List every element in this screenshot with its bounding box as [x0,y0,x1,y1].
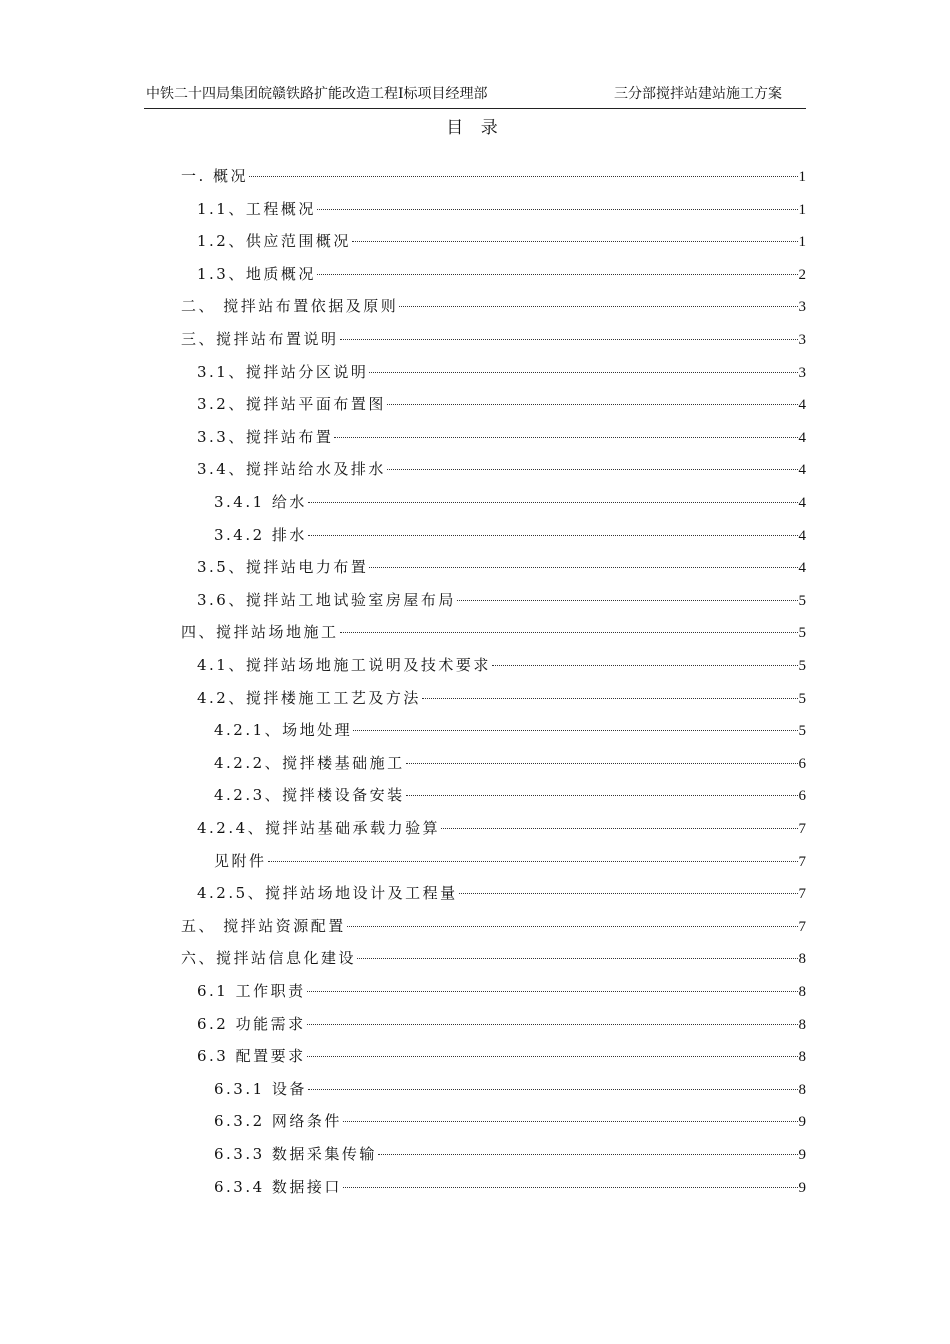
toc-entry[interactable] [214,847,806,873]
toc-entry-page-number: 5 [798,723,806,740]
toc-dot-leader [369,549,797,568]
toc-entry[interactable] [197,553,806,579]
toc-entry-page-number: 1 [798,234,806,251]
toc-dot-leader [249,158,797,177]
toc-entry-page-number: 2 [798,266,806,283]
toc-dot-leader [308,517,798,536]
toc-entry-title: 1.2、供应范围概况 [197,232,351,251]
toc-entry[interactable] [197,879,806,905]
toc-dot-leader [334,419,797,438]
toc-entry-page-number: 7 [798,886,806,903]
toc-entry-title: 见附件 [214,851,267,870]
toc-dot-leader [347,908,798,927]
toc-entry-page-number: 8 [798,984,806,1000]
toc-entry[interactable] [181,912,806,938]
toc-entry[interactable] [181,292,806,318]
toc-entry-page-number: 1 [798,201,806,218]
toc-entry-title: 3.2、搅拌站平面布置图 [197,395,386,414]
toc-entry[interactable] [214,781,806,807]
toc-entry-title: 3.4.1 给水 [214,493,307,511]
toc-dot-leader [307,1006,798,1025]
toc-entry[interactable] [197,260,806,286]
toc-entry-page-number: 4 [798,429,806,446]
toc-dot-leader [422,680,798,699]
toc-dot-leader [406,745,798,764]
toc-entry-title: 3.3、搅拌站布置 [197,427,334,446]
toc-entry-page-number: 4 [798,560,806,577]
toc-entry-title: 五、 搅拌站资源配置 [181,916,346,935]
toc-entry-title: 6.3.3 数据采集传输 [214,1145,377,1163]
toc-entry-page-number: 3 [798,364,806,381]
toc-dot-leader [353,712,797,731]
toc-entry[interactable] [214,1107,806,1133]
toc-entry-title: 4.2、搅拌楼施工工艺及方法 [197,688,421,707]
toc-dot-leader [387,386,798,405]
toc-entry[interactable] [214,749,806,775]
toc-entry-title: 1.3、地质概况 [197,264,316,283]
toc-dot-leader [308,1071,798,1090]
toc-title: 目 录 [446,118,504,138]
toc-entry-title: 四、搅拌站场地施工 [181,623,339,642]
toc-dot-leader [340,321,798,340]
toc-entry-page-number: 6 [798,788,806,805]
toc-entry-page-number: 7 [798,853,806,870]
toc-entry-page-number: 1 [798,169,806,185]
toc-dot-leader [343,1169,798,1188]
toc-entry[interactable] [214,521,806,547]
toc-entry-page-number: 5 [798,592,806,609]
toc-entry[interactable] [197,1010,806,1036]
toc-dot-leader [268,843,798,862]
header-left-text: 中铁二十四局集团皖赣铁路扩能改造工程Ⅰ标项目经理部 [146,86,488,102]
toc-entry-title: 4.1、搅拌站场地施工说明及技术要求 [197,656,491,674]
toc-entry[interactable] [197,358,806,384]
toc-entry-title: 1.1、工程概况 [197,199,316,218]
toc-entry[interactable] [197,455,806,481]
toc-entry[interactable] [214,488,806,514]
toc-dot-leader [307,1038,798,1057]
header-right-text: 三分部搅拌站建站施工方案 [614,86,782,102]
toc-entry-title: 4.2.1、场地处理 [214,721,353,740]
toc-entry-title: 3.6、搅拌站工地试验室房屋布局 [197,590,456,609]
toc-entry-title: 6.3.1 设备 [214,1079,307,1098]
toc-entry-title: 3.1、搅拌站分区说明 [197,362,369,381]
toc-dot-leader [492,647,798,666]
toc-entry-title: 六、搅拌站信息化建设 [181,949,357,968]
toc-entry-page-number: 3 [798,299,806,316]
toc-entry[interactable] [197,814,806,840]
toc-entry[interactable] [197,423,806,449]
toc-entry-page-number: 8 [798,1049,806,1066]
toc-dot-leader [459,875,798,894]
toc-entry-title: 二、 搅拌站布置依据及原则 [181,297,399,316]
toc-entry[interactable] [181,325,806,351]
toc-entry-title: 6.2 功能需求 [197,1014,306,1033]
toc-entry[interactable] [181,162,806,188]
toc-entry-page-number: 8 [798,1016,806,1033]
toc-dot-leader [369,354,797,373]
toc-entry[interactable] [197,651,806,677]
toc-entry[interactable] [181,618,806,644]
toc-dot-leader [307,973,798,992]
toc-entry-title: 6.3.4 数据接口 [214,1177,342,1196]
toc-entry[interactable] [214,1075,806,1101]
toc-entry[interactable] [181,944,806,970]
toc-dot-leader [387,451,798,470]
toc-entry-page-number: 8 [798,951,806,968]
toc-dot-leader [308,484,798,503]
toc-entry[interactable] [197,390,806,416]
toc-entry[interactable] [197,684,806,710]
toc-dot-leader [357,940,797,959]
toc-entry-page-number: 7 [798,821,806,837]
toc-entry-page-number: 7 [798,918,806,935]
page-header [144,84,806,109]
toc-entry[interactable] [197,227,806,253]
toc-dot-leader [399,288,797,307]
toc-entry-title: 4.2.4、搅拌站基础承载力验算 [197,819,441,837]
toc-entry[interactable] [214,1173,806,1199]
toc-dot-leader [340,614,798,633]
toc-entry-page-number: 9 [798,1114,806,1131]
toc-entry-page-number: 8 [798,1081,806,1098]
toc-dot-leader [352,223,798,242]
toc-dot-leader [406,777,798,796]
toc-dot-leader [317,191,798,210]
toc-entry-title: 4.2.5、搅拌站场地设计及工程量 [197,884,458,903]
toc-entry-page-number: 9 [798,1147,806,1163]
toc-entry-title: 一. 概况 [181,167,249,185]
toc-entry-page-number: 4 [798,495,806,511]
toc-entry-page-number: 3 [798,332,806,348]
toc-entry-title: 3.4、搅拌站给水及排水 [197,460,386,479]
toc-entry[interactable] [197,195,806,221]
toc-entry[interactable] [197,1042,806,1068]
toc-entry[interactable] [214,716,806,742]
toc-entry[interactable] [197,977,806,1003]
toc-dot-leader [378,1136,798,1155]
toc-entry-page-number: 5 [798,690,806,707]
toc-entry-page-number: 9 [798,1179,806,1196]
toc-entry-title: 6.3 配置要求 [197,1047,306,1066]
toc-entry-title: 4.2.2、搅拌楼基础施工 [214,753,405,772]
toc-entry[interactable] [197,586,806,612]
toc-entry[interactable] [214,1140,806,1166]
toc-entry-page-number: 5 [798,658,806,674]
toc-dot-leader [343,1103,798,1122]
toc-entry-page-number: 4 [798,397,806,414]
toc-entry-page-number: 4 [798,527,806,544]
toc-dot-leader [457,582,798,601]
toc-entry-title: 3.5、搅拌站电力布置 [197,558,369,577]
toc-dot-leader [317,256,798,275]
toc-entry-page-number: 4 [798,462,806,479]
toc-entry-title: 6.3.2 网络条件 [214,1112,342,1131]
toc-entry-title: 4.2.3、搅拌楼设备安装 [214,786,405,805]
toc-dot-leader [441,810,797,829]
toc-entry-page-number: 6 [798,755,806,772]
toc-entry-title: 6.1 工作职责 [197,982,306,1000]
toc-entry-title: 三、搅拌站布置说明 [181,330,339,348]
toc-entry-page-number: 5 [798,625,806,642]
toc-entry-title: 3.4.2 排水 [214,525,307,544]
